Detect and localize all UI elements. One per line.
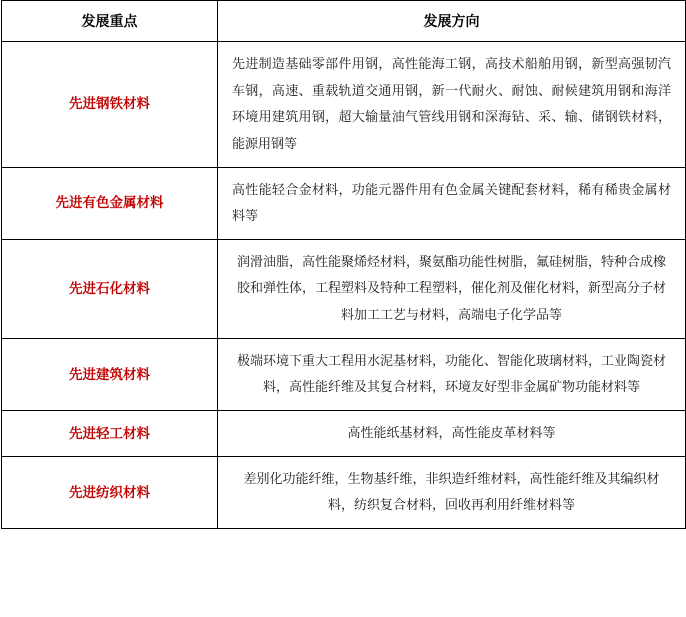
cell-direction: 先进制造基础零部件用钢，高性能海工钢，高技术船舶用钢，新型高强韧汽车钢，高速、重载轨道交通用钢，新一代耐火、耐蚀、耐候建筑用钢和海洋环境用建筑用钢，超大输量油气管线用钢和深海钻、采、输、储钢铁材料，能源用钢等 — [218, 42, 686, 168]
table-row — [2, 338, 686, 410]
cell-focus: 先进钢铁材料 — [2, 42, 218, 168]
cell-focus: 先进建筑材料 — [2, 338, 218, 410]
table-header — [2, 1, 686, 42]
table-row — [2, 239, 686, 338]
cell-focus: 先进纺织材料 — [2, 456, 218, 528]
cell-focus: 先进轻工材料 — [2, 411, 218, 457]
cell-direction: 润滑油脂，高性能聚烯烃材料，聚氨酯功能性树脂，氟硅树脂，特种合成橡胶和弹性体，工程塑料及特种工程塑料，催化剂及催化材料，新型高分子材料加工工艺与材料，高端电子化学品等 — [218, 239, 686, 338]
cell-focus: 先进石化材料 — [2, 239, 218, 338]
cell-direction: 极端环境下重大工程用水泥基材料，功能化、智能化玻璃材料，工业陶瓷材料，高性能纤维及其复合材料，环境友好型非金属矿物功能材料等 — [218, 338, 686, 410]
cell-direction: 高性能纸基材料，高性能皮革材料等 — [218, 411, 686, 457]
cell-direction: 高性能轻合金材料，功能元器件用有色金属关键配套材料，稀有稀贵金属材料等 — [218, 167, 686, 239]
table-row — [2, 42, 686, 168]
table-row — [2, 411, 686, 457]
header-cell-focus: 发展重点 — [2, 1, 218, 42]
table-header-row — [2, 1, 686, 42]
cell-direction: 差别化功能纤维，生物基纤维，非织造纤维材料，高性能纤维及其编织材料，纺织复合材料，回收再利用纤维材料等 — [218, 456, 686, 528]
cell-focus: 先进有色金属材料 — [2, 167, 218, 239]
header-cell-direction: 发展方向 — [218, 1, 686, 42]
development-priorities-table — [1, 0, 686, 529]
table-row — [2, 167, 686, 239]
table-body — [2, 42, 686, 529]
table-row — [2, 456, 686, 528]
